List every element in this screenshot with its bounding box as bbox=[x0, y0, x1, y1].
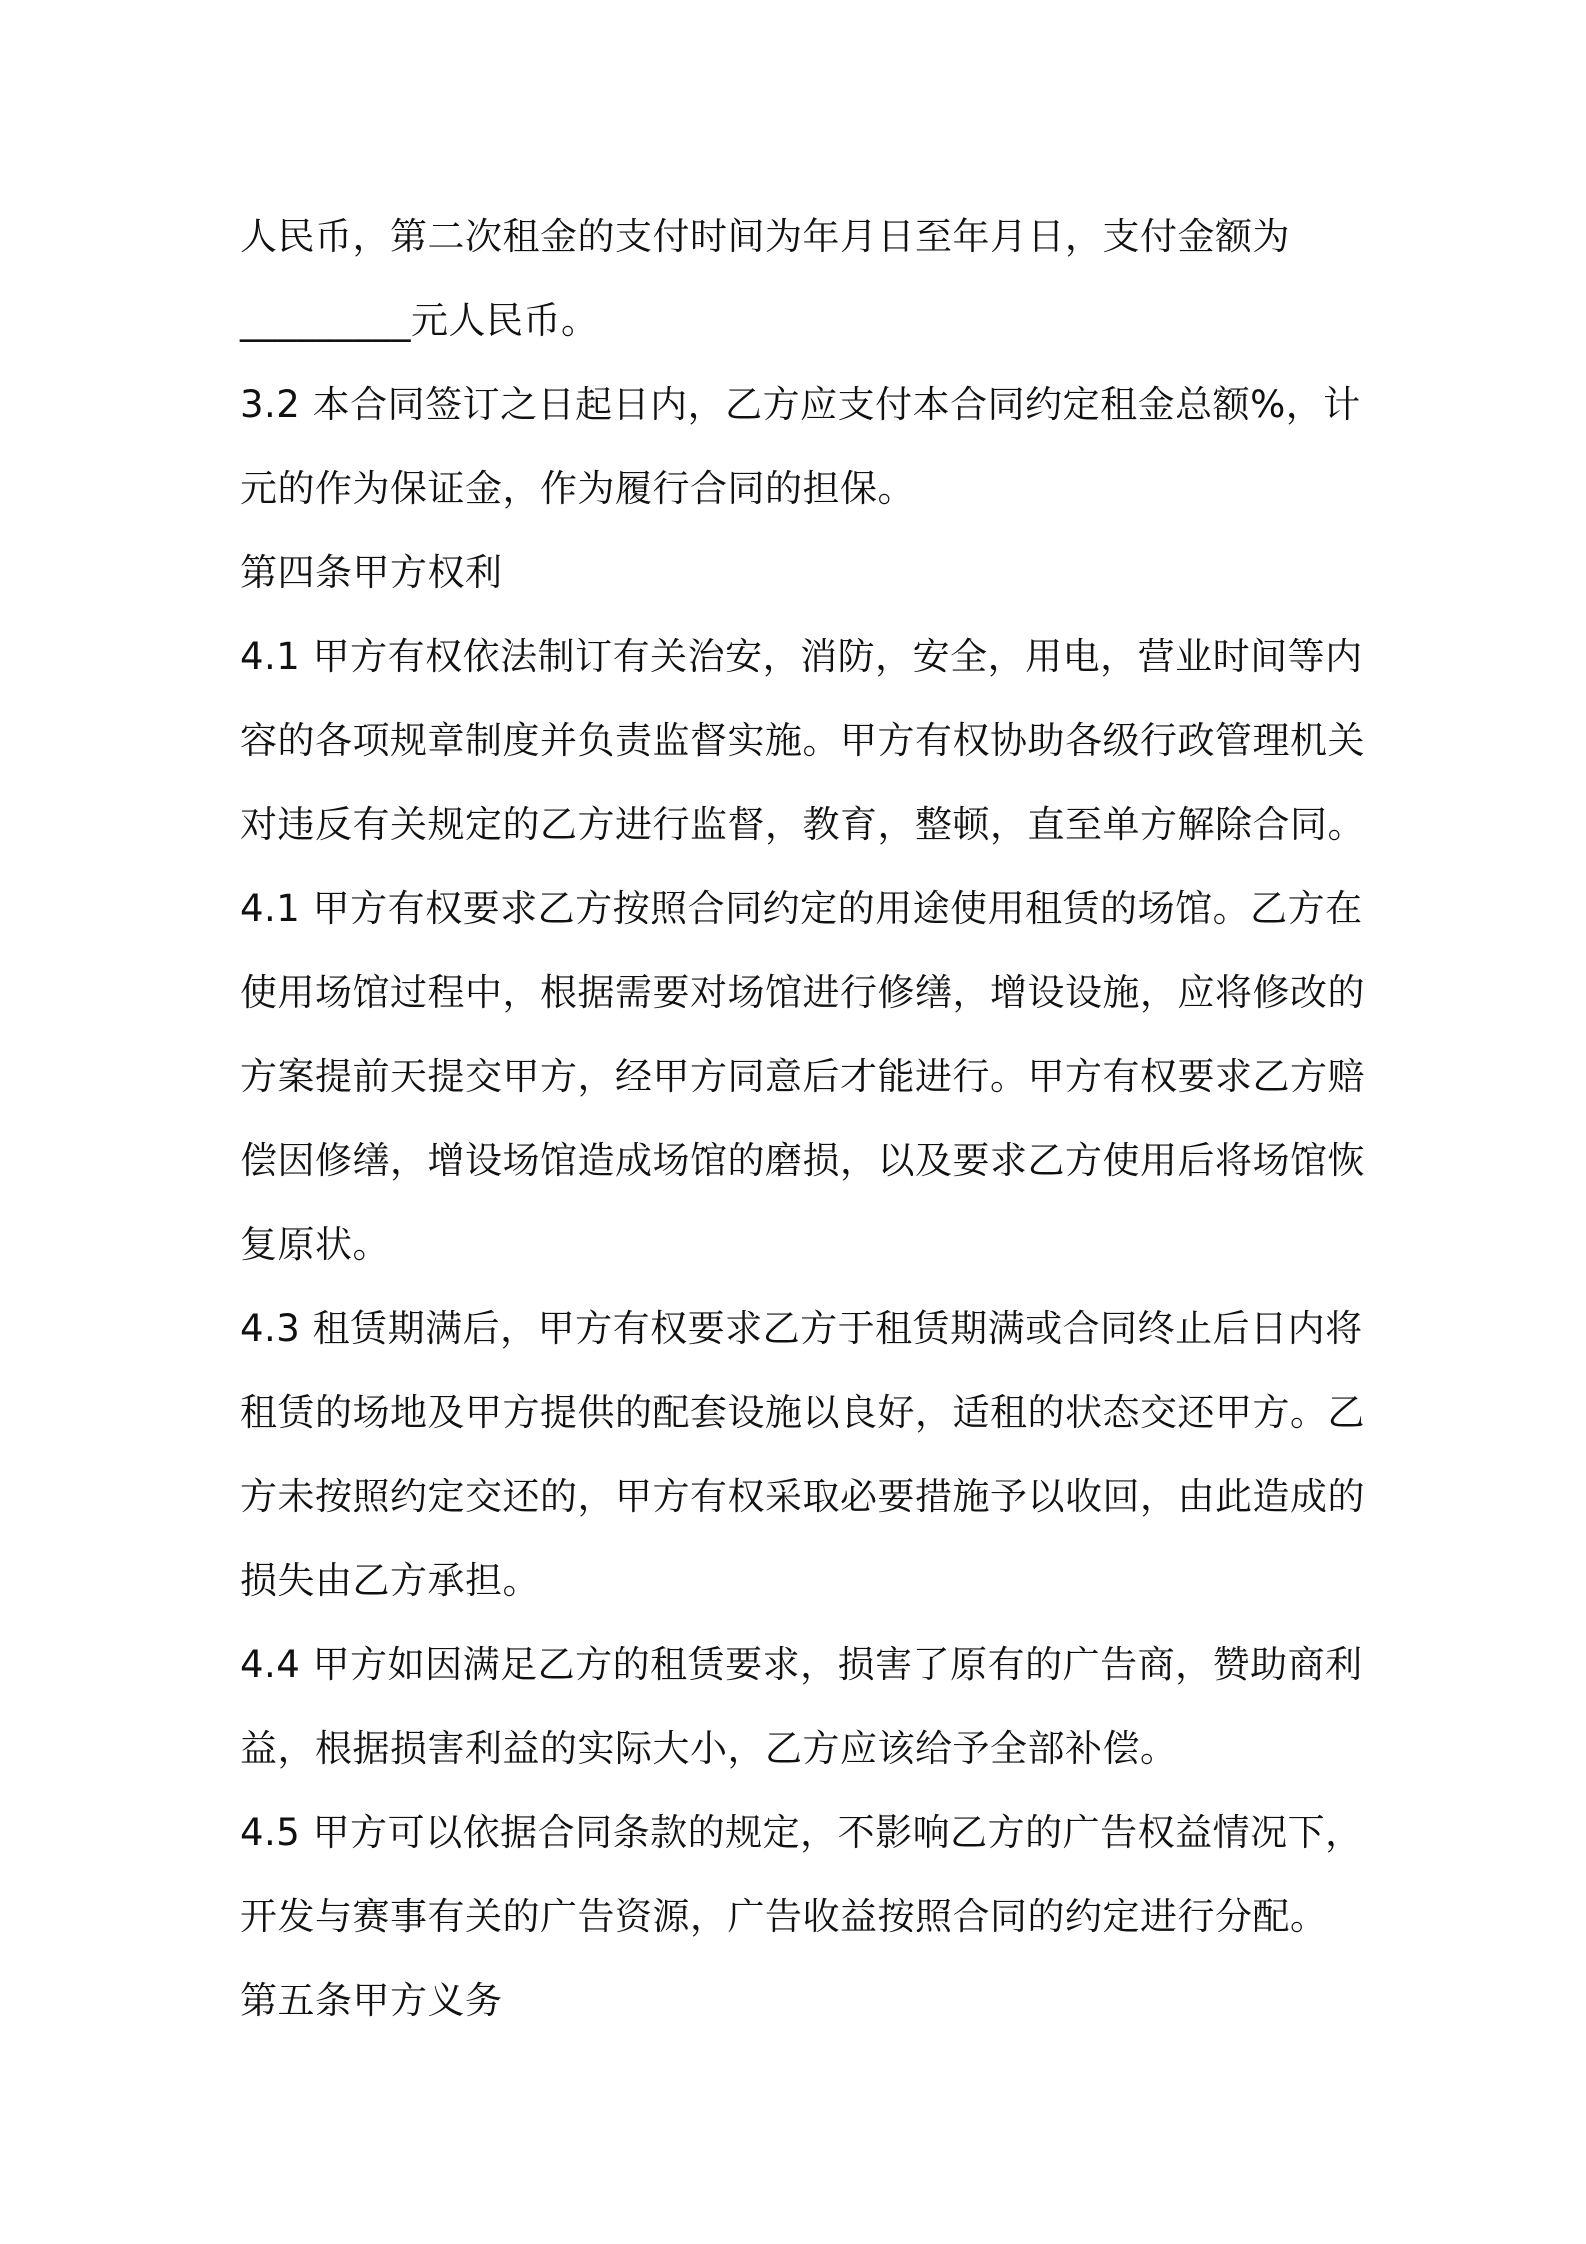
text-line: 损失由乙方承担。 bbox=[240, 1559, 540, 1602]
text-line: 4.4 甲方如因满足乙方的租赁要求，损害了原有的广告商，赞助商利 bbox=[240, 1643, 1363, 1686]
text-line: 4.5 甲方可以依据合同条款的规定，不影响乙方的广告权益情况下， bbox=[240, 1811, 1363, 1854]
text-line: 人民币，第二次租金的支付时间为年月日至年月日，支付金额为 bbox=[240, 215, 1290, 258]
text-line: 4.1 甲方有权要求乙方按照合同约定的用途使用租赁的场馆。乙方在 bbox=[240, 887, 1363, 930]
text-line: 偿因修缮，增设场馆造成场馆的磨损，以及要求乙方使用后将场馆恢 bbox=[240, 1139, 1365, 1182]
section-heading: 第四条甲方权利 bbox=[240, 551, 503, 594]
text-line: 益，根据损害利益的实际大小，乙方应该给予全部补偿。 bbox=[240, 1727, 1178, 1770]
text-line: 对违反有关规定的乙方进行监督，教育，整顿，直至单方解除合同。 bbox=[240, 803, 1365, 846]
text-line: _________元人民币。 bbox=[240, 299, 599, 342]
text-line: 方案提前天提交甲方，经甲方同意后才能进行。甲方有权要求乙方赔 bbox=[240, 1055, 1365, 1098]
text-line: 4.1 甲方有权依法制订有关治安，消防，安全，用电，营业时间等内 bbox=[240, 635, 1363, 678]
section-heading: 第五条甲方义务 bbox=[240, 1979, 503, 2022]
text-line: 方未按照约定交还的，甲方有权采取必要措施予以收回，由此造成的 bbox=[240, 1475, 1365, 1518]
text-line: 开发与赛事有关的广告资源，广告收益按照合同的约定进行分配。 bbox=[240, 1895, 1328, 1938]
document-page bbox=[240, 195, 1365, 2043]
text-line: 租赁的场地及甲方提供的配套设施以良好，适租的状态交还甲方。乙 bbox=[240, 1391, 1365, 1434]
text-line: 容的各项规章制度并负责监督实施。甲方有权协助各级行政管理机关 bbox=[240, 719, 1365, 762]
text-line: 复原状。 bbox=[240, 1223, 390, 1266]
text-line: 3.2 本合同签订之日起日内，乙方应支付本合同约定租金总额%，计 bbox=[240, 383, 1361, 426]
text-line: 4.3 租赁期满后，甲方有权要求乙方于租赁期满或合同终止后日内将 bbox=[240, 1307, 1363, 1350]
text-line: 元的作为保证金，作为履行合同的担保。 bbox=[240, 467, 915, 510]
text-line: 使用场馆过程中，根据需要对场馆进行修缮，增设设施，应将修改的 bbox=[240, 971, 1365, 1014]
